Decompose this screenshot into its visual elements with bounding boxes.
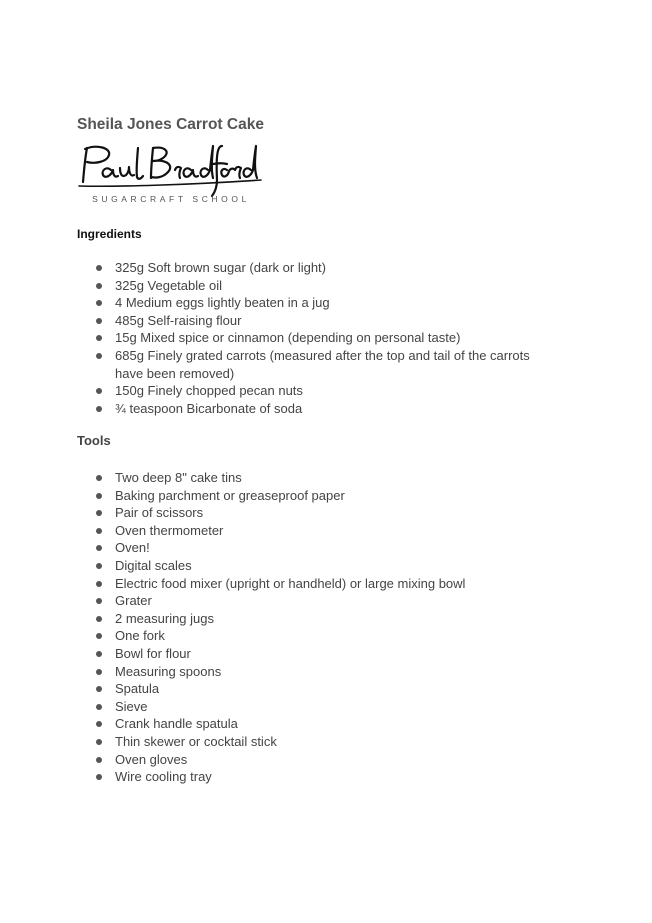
bullet-icon [96, 686, 102, 692]
list-item: Oven thermometer [0, 522, 560, 540]
list-item: Digital scales [0, 557, 560, 575]
list-item: Baking parchment or greaseproof paper [0, 487, 560, 505]
bullet-icon [96, 581, 102, 587]
list-item: Grater [0, 592, 560, 610]
bullet-icon [96, 388, 102, 394]
list-item: 685g Finely grated carrots (measured after the top and tail of the carrots have been removed) [0, 347, 560, 382]
list-item: Electric food mixer (upright or handheld) or large mixing bowl [0, 575, 560, 593]
page-title: Sheila Jones Carrot Cake [77, 116, 264, 133]
bullet-icon [96, 757, 102, 763]
bullet-icon [96, 265, 102, 271]
list-item: 325g Vegetable oil [0, 277, 560, 295]
list-item: Bowl for flour [0, 645, 560, 663]
list-item: ¾ teaspoon Bicarbonate of soda [0, 400, 560, 418]
bullet-icon [96, 616, 102, 622]
bullet-icon [96, 721, 102, 727]
bullet-icon [96, 739, 102, 745]
list-item: 485g Self-raising flour [0, 312, 560, 330]
bullet-icon [96, 475, 102, 481]
bullet-icon [96, 493, 102, 499]
bullet-icon [96, 669, 102, 675]
bullet-icon [96, 406, 102, 412]
list-item: Pair of scissors [0, 504, 560, 522]
ingredients-heading: Ingredients [77, 227, 142, 241]
list-item: Oven! [0, 539, 560, 557]
ingredients-list [0, 259, 560, 417]
list-item: 15g Mixed spice or cinnamon (depending on personal taste) [0, 329, 560, 347]
bullet-icon [96, 563, 102, 569]
tools-heading: Tools [77, 433, 111, 448]
bullet-icon [96, 704, 102, 710]
signature-logo-graphic [75, 140, 265, 206]
list-item: Spatula [0, 680, 560, 698]
list-item: Measuring spoons [0, 663, 560, 681]
bullet-icon [96, 353, 102, 359]
tools-list [0, 469, 560, 786]
bullet-icon [96, 300, 102, 306]
list-item: Two deep 8" cake tins [0, 469, 560, 487]
bullet-icon [96, 545, 102, 551]
bullet-icon [96, 283, 102, 289]
bullet-icon [96, 633, 102, 639]
bullet-icon [96, 651, 102, 657]
list-item: 4 Medium eggs lightly beaten in a jug [0, 294, 560, 312]
paul-bradford-logo [75, 140, 265, 206]
logo-subtitle: SUGARCRAFT SCHOOL [92, 194, 250, 204]
list-item: 325g Soft brown sugar (dark or light) [0, 259, 560, 277]
list-item: Thin skewer or cocktail stick [0, 733, 560, 751]
bullet-icon [96, 318, 102, 324]
bullet-icon [96, 510, 102, 516]
bullet-icon [96, 335, 102, 341]
list-item: Sieve [0, 698, 560, 716]
list-item: 150g Finely chopped pecan nuts [0, 382, 560, 400]
bullet-icon [96, 774, 102, 780]
bullet-icon [96, 598, 102, 604]
list-item: Crank handle spatula [0, 715, 560, 733]
list-item: Oven gloves [0, 751, 560, 769]
list-item: 2 measuring jugs [0, 610, 560, 628]
list-item: Wire cooling tray [0, 768, 560, 786]
bullet-icon [96, 528, 102, 534]
list-item: One fork [0, 627, 560, 645]
